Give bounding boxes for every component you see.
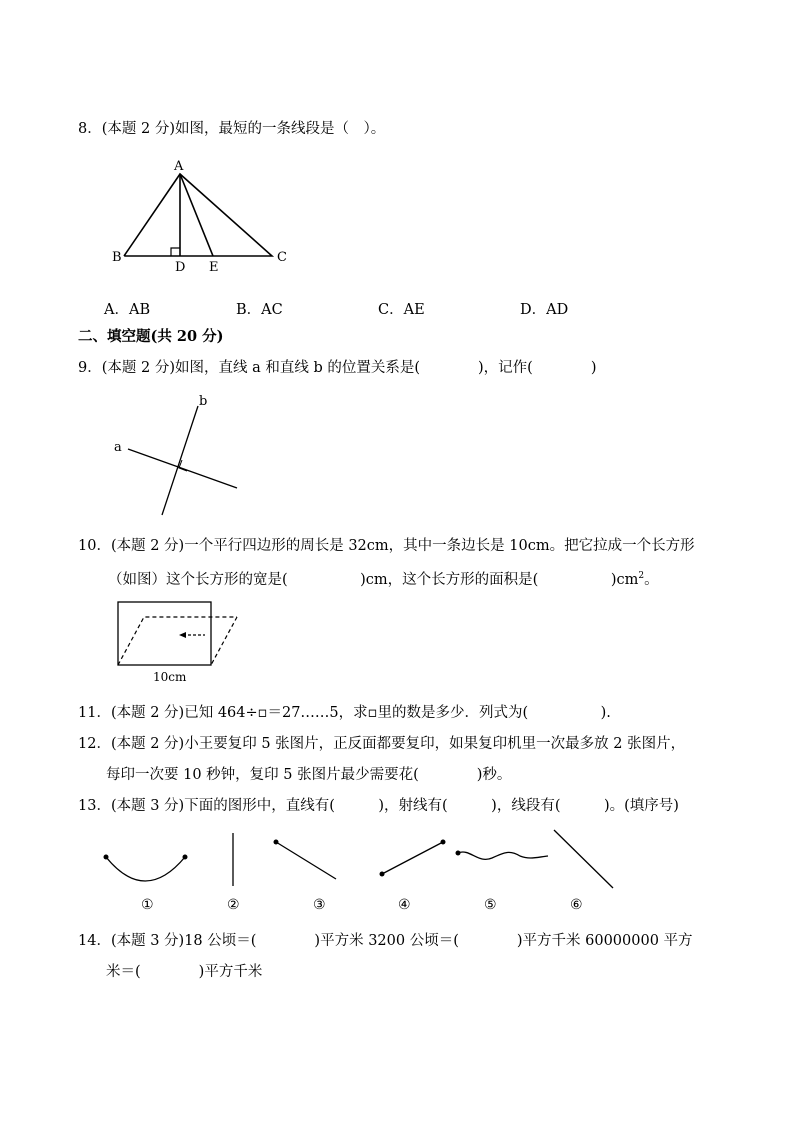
label-d: D [175,260,186,275]
shape-1-curve [106,857,185,881]
shape-6-line [554,830,613,888]
label-a: a [114,440,122,455]
shape-4-endpoint [441,840,446,845]
q8-text: 8．(本题 2 分)如图，最短的一条线段是（ ）。 [78,121,386,137]
shape-3-ray [276,842,336,879]
q9-text: 9．(本题 2 分)如图，直线 a 和直线 b 的位置关系是( )，记作( ) [78,360,597,376]
shape-number-6: ⑥ [570,897,583,913]
shape-5-wavy [458,852,548,859]
q14-line2: 米＝( )平方千米 [106,964,263,980]
q8-option-b: B．AC [236,302,283,318]
shape-4-segment [382,842,443,874]
q14-line1: 14．(本题 3 分)18 公顷＝( )平方米 3200 公顷＝( )平方千米 60000000 平方 [78,933,693,949]
q8-option-c: C．AE [378,302,425,318]
q8-option-a: A．AB [104,302,151,318]
q8-option-d: D．AD [520,302,569,318]
q10-line2-text: （如图）这个长方形的宽是( )cm，这个长方形的面积是( )cm [108,571,639,588]
q10-figure-label: 10cm [153,670,187,684]
shape-5-endpoint [456,851,461,856]
label-a: A [174,159,184,174]
shape-number-3: ③ [313,897,326,913]
shape-number-2: ② [227,897,240,913]
shape-3-endpoint [274,840,279,845]
q10-line1: 10．(本题 2 分)一个平行四边形的周长是 32cm，其中一条边长是 10cm。把它拉成一个长方形 [78,538,695,554]
shape-number-4: ④ [398,897,411,913]
q10-line2-end: 。 [644,571,659,588]
label-c: C [277,250,287,265]
label-e: E [209,260,219,275]
label-b: B [112,250,122,265]
q12-line2: 每印一次要 10 秒钟，复印 5 张图片最少需要花( )秒。 [106,767,512,783]
shape-1-endpoint [183,855,188,860]
shape-number-1: ① [141,897,154,913]
shape-number-5: ⑤ [484,897,497,913]
shape-4-endpoint [380,872,385,877]
shape-1-endpoint [104,855,109,860]
q13-text: 13．(本题 3 分)下面的图形中，直线有( )，射线有( )，线段有( )。(填序号) [78,798,679,814]
section-title-fill-in: 二、填空题(共 20 分) [78,328,224,345]
label-b: b [199,394,208,409]
q11-text: 11．(本题 2 分)已知 464÷▫＝27……5，求▫里的数是多少．列式为( ). [78,705,611,721]
q10-superscript: 2 [638,571,645,581]
q12-line1: 12．(本题 2 分)小王要复印 5 张图片，正反面都要复印，如果复印机里一次最多放 2 张图片， [78,736,686,752]
